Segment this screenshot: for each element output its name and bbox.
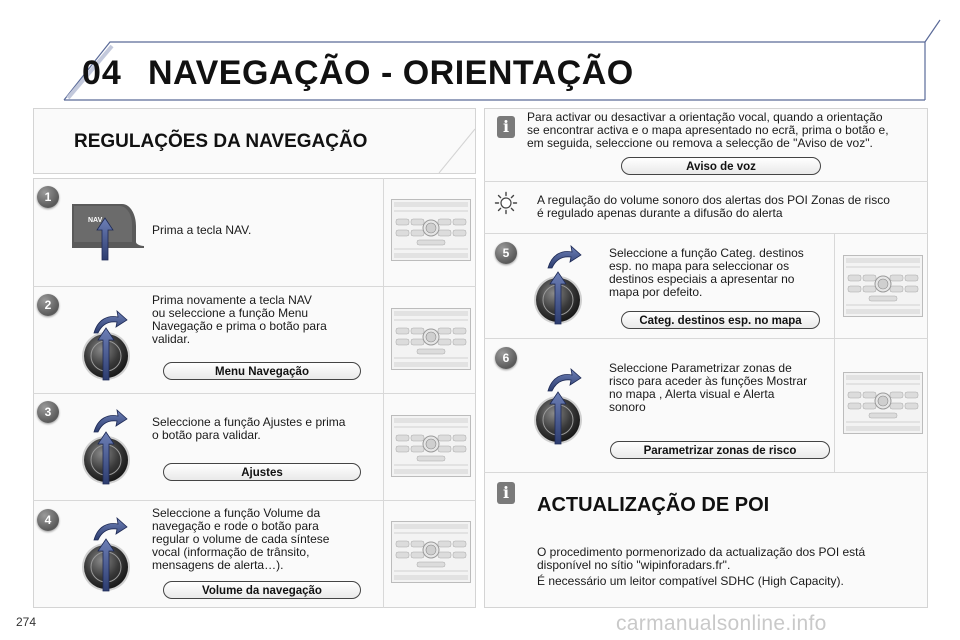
menu-label-volume-navegacao: Volume da navegação: [163, 581, 361, 599]
page-title: NAVEGAÇÃO - ORIENTAÇÃO: [148, 54, 634, 92]
rotary-knob-icon: [80, 430, 132, 488]
voice-guidance-info-text: Para activar ou desactivar a orientação vocal, quando a orientação se encontrar activa e o mapa apresentado no ecrã, prima o botão e, em seguida, seleccione ou remova a selecção de "Aviso de voz".: [527, 110, 889, 150]
info-icon: i: [497, 116, 515, 138]
step-4-text: Seleccione a função Volume da navegação e rode o botão para regular o volume de cada síntese vocal (informação de trânsito, mensagens de alerta…).: [152, 506, 330, 572]
right-panel: [484, 108, 928, 608]
col-divider: [383, 286, 384, 608]
radio-control-panel-icon: [391, 521, 471, 583]
rotary-knob-icon: [532, 390, 584, 448]
rotary-knob-icon: [80, 537, 132, 595]
step-number-badge: 6: [495, 347, 517, 369]
step-6-text: Seleccione Parametrizar zonas de risco para aceder às funções Mostrar no mapa , Alerta visual e Alerta sonoro: [609, 361, 808, 414]
row-divider: [484, 472, 928, 473]
section-title-poi-update: ACTUALIZAÇÃO DE POI: [537, 494, 770, 516]
step-number-badge: 2: [37, 294, 59, 316]
page-number: 274: [16, 615, 37, 629]
step-number-badge: 5: [495, 242, 517, 264]
row-divider: [33, 500, 476, 501]
radio-control-panel-icon: [391, 199, 471, 261]
poi-sdhc-text: É necessário um leitor compatível SDHC (High Capacity).: [537, 574, 844, 588]
col-divider: [834, 233, 835, 472]
step-2-text: Prima novamente a tecla NAV ou seleccione a função Menu Navegação e prima o botão para validar.: [152, 293, 327, 346]
col-divider: [383, 178, 384, 286]
nav-key-icon: [70, 202, 146, 264]
row-divider: [33, 393, 476, 394]
step-3-text: Seleccione a função Ajustes e prima o botão para validar.: [152, 415, 346, 442]
row-divider: [484, 338, 928, 339]
sun-tip-icon: [494, 191, 518, 215]
nav-key-label: NAV: [88, 217, 103, 224]
rotary-knob-icon: [532, 270, 584, 328]
alert-volume-tip-text: A regulação do volume sonoro dos alertas dos POI Zonas de risco é regulado apenas durante a difusão do alerta: [537, 193, 890, 220]
radio-control-panel-icon: [843, 255, 923, 317]
row-divider: [33, 286, 476, 287]
row-divider: [484, 233, 928, 234]
menu-label-categ-destinos: Categ. destinos esp. no mapa: [621, 311, 820, 329]
row-divider: [484, 181, 928, 182]
step-number-badge: 3: [37, 401, 59, 423]
menu-label-parametrizar-zonas: Parametrizar zonas de risco: [610, 441, 830, 459]
rotate-arrow-icon: [546, 244, 582, 270]
step-number-badge: 4: [37, 509, 59, 531]
watermark: carmanualsonline.info: [616, 612, 827, 635]
menu-label-aviso-de-voz: Aviso de voz: [621, 157, 821, 175]
info-icon: i: [497, 482, 515, 504]
menu-label-menu-navegacao: Menu Navegação: [163, 362, 361, 380]
chapter-number: 04: [82, 54, 122, 92]
radio-control-panel-icon: [843, 372, 923, 434]
step-number-badge: 1: [37, 186, 59, 208]
radio-control-panel-icon: [391, 415, 471, 477]
section-title-navigation-settings: REGULAÇÕES DA NAVEGAÇÃO: [74, 131, 368, 152]
step-5-text: Seleccione a função Categ. destinos esp. no mapa para seleccionar os destinos especiais a apresentar no mapa por defeito.: [609, 246, 804, 299]
rotary-knob-icon: [80, 326, 132, 384]
menu-label-ajustes: Ajustes: [163, 463, 361, 481]
poi-update-text: O procedimento pormenorizado da actualização dos POI está disponível no sítio "wipinforadars.fr".: [537, 545, 866, 572]
step-1-text: Prima a tecla NAV.: [152, 223, 252, 237]
radio-control-panel-icon: [391, 308, 471, 370]
